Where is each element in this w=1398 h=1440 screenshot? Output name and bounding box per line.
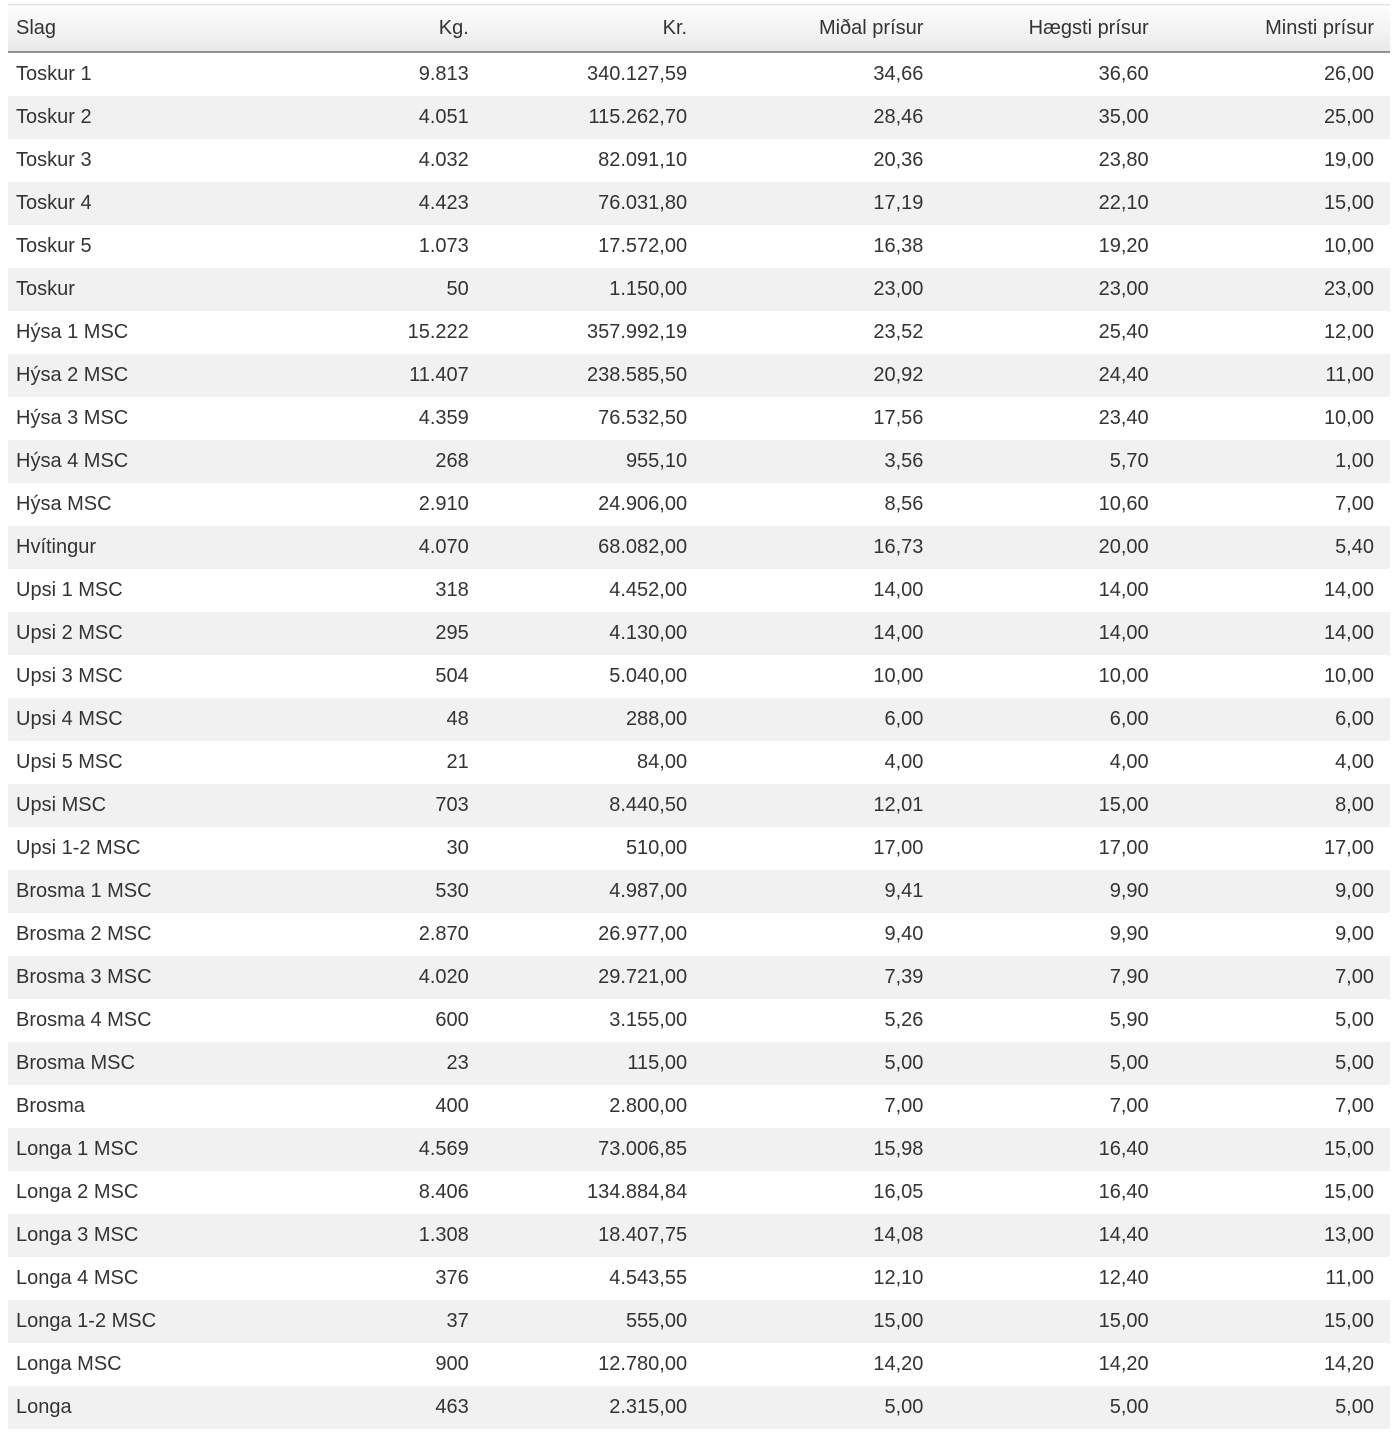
cell-kg: 4.020: [418, 966, 469, 988]
table-row: [8, 52, 1390, 96]
cell-haegsti-prisur: 5,70: [1109, 450, 1149, 472]
cell-haegsti-prisur: 15,00: [1098, 794, 1149, 816]
cell-haegsti-prisur: 16,40: [1098, 1181, 1149, 1203]
cell-haegsti-prisur: 9,90: [1109, 923, 1149, 945]
cell-kg: 376: [435, 1267, 469, 1289]
table-row: [8, 1257, 1390, 1300]
cell-kr: 84,00: [637, 751, 688, 773]
cell-midal-prisur: 16,05: [873, 1181, 924, 1203]
table-row: [8, 1171, 1390, 1214]
table-row: [8, 655, 1390, 698]
cell-midal-prisur: 28,46: [873, 106, 924, 128]
cell-slag: Upsi 3 MSC: [16, 665, 123, 687]
table-row: [8, 354, 1390, 397]
table-row: [8, 827, 1390, 870]
cell-haegsti-prisur: 6,00: [1109, 708, 1149, 730]
column-header-kr: Kr.: [485, 5, 703, 53]
price-table: [8, 4, 1390, 1429]
cell-kg: 30: [446, 837, 469, 859]
price-table-header: [8, 5, 1390, 53]
cell-minsti-prisur: 25,00: [1323, 106, 1374, 128]
cell-minsti-prisur: 5,00: [1335, 1052, 1374, 1074]
cell-midal-prisur: 5,26: [884, 1009, 924, 1031]
cell-kr: 3.155,00: [609, 1009, 688, 1031]
table-row: [8, 225, 1390, 268]
cell-minsti-prisur: 13,00: [1323, 1224, 1374, 1246]
cell-midal-prisur: 8,56: [884, 493, 924, 515]
cell-kg: 4.423: [418, 192, 469, 214]
cell-minsti-prisur: 7,00: [1335, 966, 1374, 988]
cell-haegsti-prisur: 10,00: [1098, 665, 1149, 687]
cell-slag: Longa 4 MSC: [16, 1267, 139, 1289]
cell-haegsti-prisur: 23,40: [1098, 407, 1149, 429]
cell-midal-prisur: 5,00: [884, 1396, 924, 1418]
cell-haegsti-prisur: 10,60: [1098, 493, 1149, 515]
cell-kg: 4.032: [418, 149, 469, 171]
table-row: [8, 698, 1390, 741]
cell-minsti-prisur: 10,00: [1323, 235, 1374, 257]
cell-kr: 555,00: [625, 1310, 688, 1332]
cell-minsti-prisur: 15,00: [1323, 1138, 1374, 1160]
cell-midal-prisur: 17,56: [873, 407, 924, 429]
table-row: [8, 96, 1390, 139]
cell-kg: 11.407: [409, 364, 469, 386]
table-row: [8, 999, 1390, 1042]
table-row: [8, 139, 1390, 182]
cell-haegsti-prisur: 4,00: [1109, 751, 1149, 773]
cell-kr: 1.150,00: [609, 278, 688, 300]
cell-kg: 504: [435, 665, 469, 687]
cell-kr: 73.006,85: [598, 1138, 688, 1160]
cell-haegsti-prisur: 14,00: [1098, 622, 1149, 644]
column-header-midal-prisur: Miðal prísur: [703, 5, 939, 53]
cell-kg: 530: [435, 880, 469, 902]
cell-kr: 2.315,00: [609, 1396, 688, 1418]
cell-kr: 357.992,19: [587, 321, 688, 343]
cell-slag: Longa MSC: [16, 1353, 122, 1375]
cell-haegsti-prisur: 17,00: [1098, 837, 1149, 859]
cell-midal-prisur: 15,98: [873, 1138, 924, 1160]
cell-kr: 115.262,70: [588, 106, 688, 128]
cell-kr: 2.800,00: [609, 1095, 688, 1117]
cell-midal-prisur: 14,00: [873, 622, 924, 644]
cell-kg: 900: [435, 1353, 469, 1375]
cell-slag: Hýsa 3 MSC: [16, 407, 129, 429]
table-row: [8, 311, 1390, 354]
cell-midal-prisur: 3,56: [884, 450, 924, 472]
cell-haegsti-prisur: 14,40: [1098, 1224, 1149, 1246]
cell-haegsti-prisur: 24,40: [1098, 364, 1149, 386]
cell-kr: 8.440,50: [609, 794, 688, 816]
cell-slag: Hýsa MSC: [16, 493, 112, 515]
cell-minsti-prisur: 15,00: [1323, 1181, 1374, 1203]
cell-slag: Upsi 1-2 MSC: [16, 837, 141, 859]
price-table-body: [8, 52, 1390, 1429]
cell-minsti-prisur: 1,00: [1335, 450, 1374, 472]
cell-midal-prisur: 17,00: [873, 837, 924, 859]
cell-kr: 955,10: [625, 450, 688, 472]
cell-kg: 23: [446, 1052, 469, 1074]
cell-midal-prisur: 6,00: [884, 708, 924, 730]
column-header-haegsti-prisur: Hægsti prísur: [939, 5, 1164, 53]
cell-kg: 50: [446, 278, 469, 300]
cell-kr: 288,00: [625, 708, 688, 730]
table-row: [8, 268, 1390, 311]
cell-minsti-prisur: 9,00: [1335, 923, 1374, 945]
cell-haegsti-prisur: 20,00: [1098, 536, 1149, 558]
cell-slag: Hýsa 4 MSC: [16, 450, 129, 472]
cell-minsti-prisur: 19,00: [1323, 149, 1374, 171]
header-row: [8, 5, 1390, 53]
cell-kg: 21: [446, 751, 469, 773]
cell-haegsti-prisur: 23,00: [1098, 278, 1149, 300]
cell-slag: Longa 1-2 MSC: [16, 1310, 157, 1332]
cell-minsti-prisur: 15,00: [1323, 192, 1374, 214]
cell-kr: 4.130,00: [609, 622, 688, 644]
table-row: [8, 397, 1390, 440]
cell-kr: 82.091,10: [598, 149, 688, 171]
column-header-minsti-prisur: Minsti prísur: [1165, 5, 1390, 53]
cell-midal-prisur: 16,38: [873, 235, 924, 257]
cell-kr: 340.127,59: [587, 63, 688, 85]
cell-kg: 8.406: [418, 1181, 469, 1203]
cell-slag: Longa 1 MSC: [16, 1138, 139, 1160]
cell-kg: 4.359: [418, 407, 469, 429]
cell-slag: Brosma 3 MSC: [16, 966, 152, 988]
cell-haegsti-prisur: 9,90: [1109, 880, 1149, 902]
cell-minsti-prisur: 11,00: [1325, 1267, 1374, 1289]
cell-minsti-prisur: 23,00: [1323, 278, 1374, 300]
cell-minsti-prisur: 14,20: [1323, 1353, 1374, 1375]
cell-haegsti-prisur: 5,90: [1109, 1009, 1149, 1031]
cell-minsti-prisur: 14,00: [1323, 579, 1374, 601]
cell-haegsti-prisur: 25,40: [1098, 321, 1149, 343]
cell-slag: Upsi 5 MSC: [16, 751, 123, 773]
table-row: [8, 956, 1390, 999]
cell-kg: 4.051: [418, 106, 469, 128]
cell-slag: Brosma: [16, 1095, 85, 1117]
cell-midal-prisur: 12,01: [873, 794, 924, 816]
table-row: [8, 870, 1390, 913]
cell-minsti-prisur: 14,00: [1323, 622, 1374, 644]
table-row: [8, 1343, 1390, 1386]
cell-minsti-prisur: 7,00: [1335, 1095, 1374, 1117]
cell-kg: 48: [446, 708, 469, 730]
cell-midal-prisur: 14,00: [873, 579, 924, 601]
table-row: [8, 182, 1390, 225]
cell-slag: Upsi 1 MSC: [16, 579, 123, 601]
cell-kg: 2.910: [418, 493, 469, 515]
cell-kr: 76.532,50: [598, 407, 688, 429]
column-header-slag: Slag: [8, 5, 284, 53]
cell-kg: 2.870: [418, 923, 469, 945]
table-row: [8, 784, 1390, 827]
cell-kr: 510,00: [625, 837, 688, 859]
cell-kr: 26.977,00: [598, 923, 688, 945]
cell-kr: 4.452,00: [609, 579, 688, 601]
cell-minsti-prisur: 6,00: [1335, 708, 1374, 730]
cell-slag: Toskur: [16, 278, 75, 300]
cell-minsti-prisur: 12,00: [1323, 321, 1374, 343]
cell-haegsti-prisur: 5,00: [1109, 1396, 1149, 1418]
table-row: [8, 1386, 1390, 1429]
cell-midal-prisur: 16,73: [873, 536, 924, 558]
cell-slag: Toskur 1: [16, 63, 92, 85]
table-row: [8, 741, 1390, 784]
cell-kr: 76.031,80: [598, 192, 688, 214]
cell-kr: 115,00: [627, 1052, 688, 1074]
table-row: [8, 612, 1390, 655]
table-row: [8, 913, 1390, 956]
cell-minsti-prisur: 5,00: [1335, 1009, 1374, 1031]
cell-haegsti-prisur: 36,60: [1098, 63, 1149, 85]
table-row: [8, 569, 1390, 612]
column-header-kg: Kg.: [284, 5, 484, 53]
cell-haegsti-prisur: 14,20: [1098, 1353, 1149, 1375]
cell-kg: 1.308: [418, 1224, 469, 1246]
cell-slag: Brosma MSC: [16, 1052, 135, 1074]
cell-midal-prisur: 20,36: [873, 149, 924, 171]
cell-haegsti-prisur: 15,00: [1098, 1310, 1149, 1332]
cell-kr: 17.572,00: [598, 235, 688, 257]
cell-kg: 37: [446, 1310, 469, 1332]
cell-minsti-prisur: 11,00: [1325, 364, 1374, 386]
cell-midal-prisur: 12,10: [873, 1267, 924, 1289]
cell-midal-prisur: 10,00: [873, 665, 924, 687]
cell-kg: 4.070: [418, 536, 469, 558]
table-row: [8, 1128, 1390, 1171]
cell-haegsti-prisur: 7,00: [1109, 1095, 1149, 1117]
cell-slag: Toskur 3: [16, 149, 92, 171]
cell-kr: 5.040,00: [609, 665, 688, 687]
cell-midal-prisur: 9,41: [884, 880, 924, 902]
cell-kg: 268: [435, 450, 469, 472]
cell-midal-prisur: 4,00: [884, 751, 924, 773]
cell-midal-prisur: 9,40: [884, 923, 924, 945]
cell-minsti-prisur: 10,00: [1323, 665, 1374, 687]
cell-midal-prisur: 23,52: [873, 321, 924, 343]
table-row: [8, 1042, 1390, 1085]
cell-minsti-prisur: 17,00: [1323, 837, 1374, 859]
table-row: [8, 526, 1390, 569]
cell-slag: Longa 2 MSC: [16, 1181, 139, 1203]
cell-minsti-prisur: 5,00: [1335, 1396, 1374, 1418]
cell-kg: 703: [435, 794, 469, 816]
cell-slag: Hvítingur: [16, 536, 97, 558]
cell-slag: Toskur 2: [16, 106, 92, 128]
cell-haegsti-prisur: 14,00: [1098, 579, 1149, 601]
table-row: [8, 483, 1390, 526]
cell-kr: 68.082,00: [598, 536, 688, 558]
cell-haegsti-prisur: 23,80: [1098, 149, 1149, 171]
cell-slag: Toskur 5: [16, 235, 92, 257]
cell-minsti-prisur: 26,00: [1323, 63, 1374, 85]
cell-minsti-prisur: 5,40: [1335, 536, 1374, 558]
cell-kr: 29.721,00: [598, 966, 688, 988]
cell-midal-prisur: 23,00: [873, 278, 924, 300]
cell-kr: 12.780,00: [598, 1353, 688, 1375]
cell-kg: 9.813: [418, 63, 469, 85]
cell-haegsti-prisur: 7,90: [1109, 966, 1149, 988]
cell-kr: 4.987,00: [609, 880, 688, 902]
cell-minsti-prisur: 7,00: [1335, 493, 1374, 515]
cell-haegsti-prisur: 12,40: [1098, 1267, 1149, 1289]
cell-slag: Upsi 2 MSC: [16, 622, 123, 644]
cell-kr: 134.884,84: [587, 1181, 688, 1203]
cell-minsti-prisur: 4,00: [1335, 751, 1374, 773]
cell-kg: 600: [435, 1009, 469, 1031]
cell-midal-prisur: 5,00: [884, 1052, 924, 1074]
cell-slag: Upsi MSC: [16, 794, 107, 816]
cell-kg: 15.222: [407, 321, 469, 343]
cell-kg: 463: [435, 1396, 469, 1418]
cell-kg: 400: [435, 1095, 469, 1117]
cell-kg: 318: [435, 579, 469, 601]
table-row: [8, 440, 1390, 483]
cell-haegsti-prisur: 16,40: [1098, 1138, 1149, 1160]
cell-minsti-prisur: 9,00: [1335, 880, 1374, 902]
cell-haegsti-prisur: 22,10: [1098, 192, 1149, 214]
cell-kr: 238.585,50: [587, 364, 688, 386]
cell-kg: 1.073: [418, 235, 469, 257]
cell-haegsti-prisur: 19,20: [1098, 235, 1149, 257]
cell-kg: 295: [435, 622, 469, 644]
cell-slag: Brosma 2 MSC: [16, 923, 152, 945]
cell-kr: 24.906,00: [598, 493, 688, 515]
cell-slag: Longa: [16, 1396, 72, 1418]
table-row: [8, 1300, 1390, 1343]
cell-midal-prisur: 34,66: [873, 63, 924, 85]
cell-slag: Hýsa 2 MSC: [16, 364, 129, 386]
cell-midal-prisur: 15,00: [873, 1310, 924, 1332]
cell-slag: Brosma 4 MSC: [16, 1009, 152, 1031]
cell-kr: 18.407,75: [598, 1224, 688, 1246]
cell-haegsti-prisur: 35,00: [1098, 106, 1149, 128]
cell-minsti-prisur: 15,00: [1323, 1310, 1374, 1332]
cell-midal-prisur: 14,20: [873, 1353, 924, 1375]
cell-kr: 4.543,55: [609, 1267, 688, 1289]
cell-midal-prisur: 20,92: [873, 364, 924, 386]
cell-midal-prisur: 17,19: [873, 192, 924, 214]
cell-midal-prisur: 14,08: [873, 1224, 924, 1246]
cell-kg: 4.569: [418, 1138, 469, 1160]
table-row: [8, 1085, 1390, 1128]
cell-slag: Hýsa 1 MSC: [16, 321, 129, 343]
cell-midal-prisur: 7,00: [884, 1095, 924, 1117]
cell-minsti-prisur: 10,00: [1323, 407, 1374, 429]
cell-slag: Toskur 4: [16, 192, 92, 214]
cell-midal-prisur: 7,39: [884, 966, 924, 988]
table-row: [8, 1214, 1390, 1257]
cell-haegsti-prisur: 5,00: [1109, 1052, 1149, 1074]
cell-slag: Longa 3 MSC: [16, 1224, 139, 1246]
cell-minsti-prisur: 8,00: [1335, 794, 1374, 816]
cell-slag: Brosma 1 MSC: [16, 880, 152, 902]
cell-slag: Upsi 4 MSC: [16, 708, 123, 730]
